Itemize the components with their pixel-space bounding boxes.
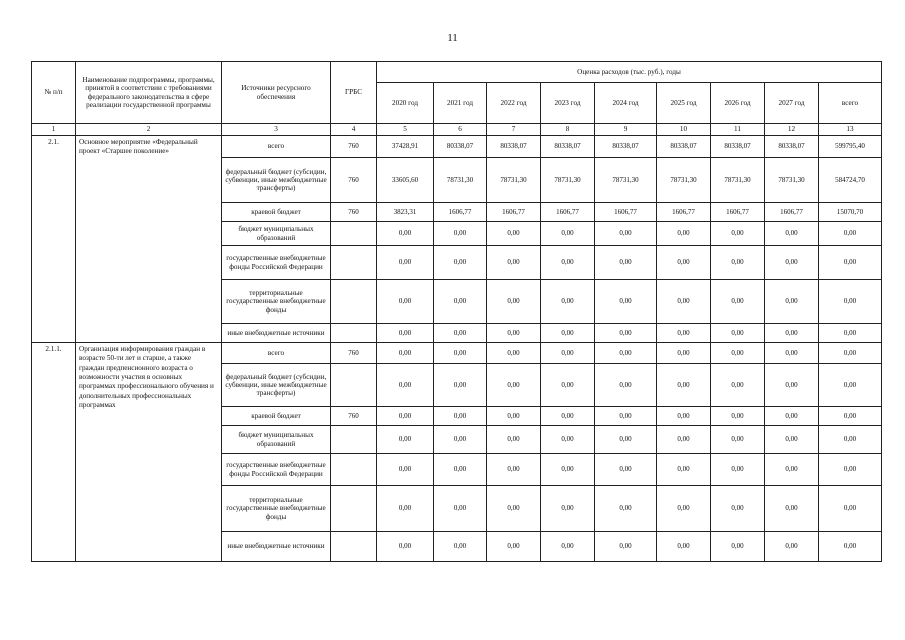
column-index: 8: [541, 124, 595, 136]
funding-source: государственные внебюджетные фонды Российской Федерации: [222, 454, 331, 486]
header-year: 2020 год: [377, 83, 434, 124]
year-value: 0,00: [657, 222, 711, 246]
year-value: 0,00: [595, 324, 657, 343]
year-value: 80338,07: [595, 136, 657, 158]
year-value: 1606,77: [487, 203, 541, 222]
header-year: 2025 год: [657, 83, 711, 124]
year-value: 0,00: [541, 246, 595, 280]
year-value: 0,00: [541, 454, 595, 486]
year-value: 0,00: [595, 364, 657, 407]
total-value: 0,00: [819, 280, 882, 324]
year-value: 0,00: [541, 364, 595, 407]
year-value: 0,00: [595, 532, 657, 562]
column-index: 13: [819, 124, 882, 136]
header-year: 2026 год: [711, 83, 765, 124]
program-name: Организация информирования граждан в возрасте 50-ти лет и старше, а также граждан предпенсионного возраста о возможности участия в основных программах профессионального обучения и дополнительных профессиональных программах: [76, 343, 222, 562]
year-value: 80338,07: [711, 136, 765, 158]
grbs-code: [331, 364, 377, 407]
header-name: Наименование подпрограммы, программы, принятой в соответствии с требованиями федерального законодательства в сфере реализации государственной программы: [76, 62, 222, 124]
year-value: 0,00: [434, 486, 487, 532]
year-value: 0,00: [377, 324, 434, 343]
year-value: 3823,31: [377, 203, 434, 222]
grbs-code: [331, 532, 377, 562]
year-value: 0,00: [657, 407, 711, 426]
total-value: 0,00: [819, 486, 882, 532]
year-value: 0,00: [711, 426, 765, 454]
year-value: 78731,30: [765, 158, 819, 203]
year-value: 78731,30: [657, 158, 711, 203]
year-value: 0,00: [377, 454, 434, 486]
year-value: 0,00: [765, 454, 819, 486]
funding-source: федеральный бюджет (субсидии, субвенции, иные межбюджетные трансферты): [222, 158, 331, 203]
year-value: 0,00: [595, 280, 657, 324]
year-value: 0,00: [377, 486, 434, 532]
funding-source: краевой бюджет: [222, 407, 331, 426]
total-value: 0,00: [819, 532, 882, 562]
funding-source: иные внебюджетные источники: [222, 532, 331, 562]
year-value: 0,00: [765, 486, 819, 532]
grbs-code: [331, 454, 377, 486]
year-value: 0,00: [377, 280, 434, 324]
year-value: 0,00: [434, 407, 487, 426]
total-value: 599795,40: [819, 136, 882, 158]
year-value: 0,00: [434, 280, 487, 324]
year-value: 0,00: [657, 343, 711, 364]
total-value: 0,00: [819, 246, 882, 280]
year-value: 0,00: [765, 364, 819, 407]
year-value: 1606,77: [434, 203, 487, 222]
year-value: 0,00: [377, 222, 434, 246]
year-value: 0,00: [377, 407, 434, 426]
year-value: 0,00: [487, 222, 541, 246]
header-grbs: ГРБС: [331, 62, 377, 124]
grbs-code: [331, 246, 377, 280]
page-number: 11: [447, 32, 458, 44]
year-value: 0,00: [434, 324, 487, 343]
year-value: 0,00: [657, 364, 711, 407]
grbs-code: 760: [331, 407, 377, 426]
year-value: 0,00: [765, 222, 819, 246]
total-value: 0,00: [819, 454, 882, 486]
year-value: 0,00: [711, 364, 765, 407]
funding-source: всего: [222, 136, 331, 158]
year-value: 0,00: [765, 407, 819, 426]
year-value: 80338,07: [434, 136, 487, 158]
year-value: 0,00: [541, 324, 595, 343]
funding-source: государственные внебюджетные фонды Российской Федерации: [222, 246, 331, 280]
year-value: 0,00: [711, 486, 765, 532]
grbs-code: [331, 280, 377, 324]
header-year: 2027 год: [765, 83, 819, 124]
header-year: 2021 год: [434, 83, 487, 124]
year-value: 80338,07: [657, 136, 711, 158]
year-value: 1606,77: [595, 203, 657, 222]
total-value: 0,00: [819, 324, 882, 343]
year-value: 1606,77: [657, 203, 711, 222]
year-value: 0,00: [434, 532, 487, 562]
year-value: 0,00: [657, 246, 711, 280]
year-value: 0,00: [434, 454, 487, 486]
year-value: 1606,77: [765, 203, 819, 222]
year-value: 0,00: [765, 532, 819, 562]
year-value: 0,00: [487, 246, 541, 280]
year-value: 80338,07: [765, 136, 819, 158]
year-value: 0,00: [711, 246, 765, 280]
year-value: 0,00: [765, 280, 819, 324]
year-value: 0,00: [657, 426, 711, 454]
year-value: 33605,60: [377, 158, 434, 203]
year-value: 80338,07: [487, 136, 541, 158]
year-value: 0,00: [377, 532, 434, 562]
header-year: 2023 год: [541, 83, 595, 124]
table-row: [32, 343, 882, 364]
year-value: 0,00: [711, 324, 765, 343]
year-value: 0,00: [595, 426, 657, 454]
year-value: 78731,30: [711, 158, 765, 203]
table-body: [32, 124, 882, 562]
total-value: 0,00: [819, 343, 882, 364]
year-value: 0,00: [711, 454, 765, 486]
year-value: 0,00: [434, 343, 487, 364]
year-value: 1606,77: [711, 203, 765, 222]
grbs-code: 760: [331, 203, 377, 222]
year-value: 0,00: [765, 426, 819, 454]
header-row-top: [32, 62, 882, 83]
grbs-code: [331, 486, 377, 532]
year-value: 0,00: [487, 532, 541, 562]
column-index: 2: [76, 124, 222, 136]
year-value: 0,00: [711, 343, 765, 364]
column-index: 6: [434, 124, 487, 136]
table-row: [32, 136, 882, 158]
year-value: 0,00: [377, 364, 434, 407]
year-value: 0,00: [434, 222, 487, 246]
funding-source: иные внебюджетные источники: [222, 324, 331, 343]
total-value: 0,00: [819, 222, 882, 246]
year-value: 0,00: [711, 222, 765, 246]
funding-source: всего: [222, 343, 331, 364]
column-index: 7: [487, 124, 541, 136]
header-sources: Источники ресурсного обеспечения: [222, 62, 331, 124]
year-value: 37428,91: [377, 136, 434, 158]
year-value: 1606,77: [541, 203, 595, 222]
year-value: 80338,07: [541, 136, 595, 158]
year-value: 0,00: [595, 246, 657, 280]
grbs-code: 760: [331, 158, 377, 203]
year-value: 0,00: [541, 532, 595, 562]
year-value: 0,00: [487, 324, 541, 343]
column-index: 5: [377, 124, 434, 136]
total-value: 15070,70: [819, 203, 882, 222]
funding-source: территориальные государственные внебюджетные фонды: [222, 280, 331, 324]
year-value: 0,00: [541, 486, 595, 532]
year-value: 0,00: [541, 222, 595, 246]
funding-source: бюджет муниципальных образований: [222, 222, 331, 246]
grbs-code: [331, 426, 377, 454]
row-number: 2.1.: [32, 136, 76, 343]
year-value: 78731,30: [595, 158, 657, 203]
year-value: 0,00: [377, 246, 434, 280]
year-value: 0,00: [487, 343, 541, 364]
column-index-row: [32, 124, 882, 136]
column-index: 3: [222, 124, 331, 136]
year-value: 0,00: [657, 486, 711, 532]
year-value: 0,00: [487, 280, 541, 324]
header-num: № п/п: [32, 62, 76, 124]
column-index: 12: [765, 124, 819, 136]
grbs-code: [331, 222, 377, 246]
year-value: 0,00: [595, 343, 657, 364]
funding-source: территориальные государственные внебюджетные фонды: [222, 486, 331, 532]
year-value: 0,00: [487, 454, 541, 486]
year-value: 78731,30: [541, 158, 595, 203]
year-value: 0,00: [657, 532, 711, 562]
year-value: 0,00: [487, 486, 541, 532]
header-year: 2022 год: [487, 83, 541, 124]
header-total: всего: [819, 83, 882, 124]
year-value: 0,00: [765, 324, 819, 343]
year-value: 0,00: [377, 426, 434, 454]
header-year: 2024 год: [595, 83, 657, 124]
funding-source: краевой бюджет: [222, 203, 331, 222]
year-value: 0,00: [541, 407, 595, 426]
year-value: 0,00: [434, 364, 487, 407]
total-value: 0,00: [819, 407, 882, 426]
year-value: 0,00: [595, 454, 657, 486]
year-value: 0,00: [765, 246, 819, 280]
year-value: 0,00: [541, 343, 595, 364]
funding-source: федеральный бюджет (субсидии, субвенции, иные межбюджетные трансферты): [222, 364, 331, 407]
header-estimate: Оценка расходов (тыс. руб.), годы: [377, 62, 882, 83]
column-index: 1: [32, 124, 76, 136]
year-value: 0,00: [434, 246, 487, 280]
year-value: 0,00: [711, 407, 765, 426]
grbs-code: 760: [331, 136, 377, 158]
year-value: 0,00: [487, 426, 541, 454]
budget-table: [31, 61, 882, 562]
year-value: 0,00: [711, 532, 765, 562]
year-value: 0,00: [657, 454, 711, 486]
row-number: 2.1.1.: [32, 343, 76, 562]
column-index: 9: [595, 124, 657, 136]
year-value: 0,00: [595, 222, 657, 246]
year-value: 0,00: [487, 364, 541, 407]
grbs-code: [331, 324, 377, 343]
year-value: 0,00: [657, 324, 711, 343]
column-index: 4: [331, 124, 377, 136]
grbs-code: 760: [331, 343, 377, 364]
year-value: 0,00: [434, 426, 487, 454]
total-value: 584724,70: [819, 158, 882, 203]
year-value: 0,00: [711, 280, 765, 324]
year-value: 0,00: [541, 426, 595, 454]
column-index: 11: [711, 124, 765, 136]
year-value: 0,00: [595, 407, 657, 426]
total-value: 0,00: [819, 426, 882, 454]
year-value: 0,00: [377, 343, 434, 364]
column-index: 10: [657, 124, 711, 136]
year-value: 0,00: [765, 343, 819, 364]
year-value: 78731,30: [487, 158, 541, 203]
year-value: 0,00: [541, 280, 595, 324]
program-name: Основное мероприятие «Федеральный проект «Старшее поколение»: [76, 136, 222, 343]
year-value: 0,00: [487, 407, 541, 426]
total-value: 0,00: [819, 364, 882, 407]
year-value: 78731,30: [434, 158, 487, 203]
funding-source: бюджет муниципальных образований: [222, 426, 331, 454]
year-value: 0,00: [657, 280, 711, 324]
year-value: 0,00: [595, 486, 657, 532]
